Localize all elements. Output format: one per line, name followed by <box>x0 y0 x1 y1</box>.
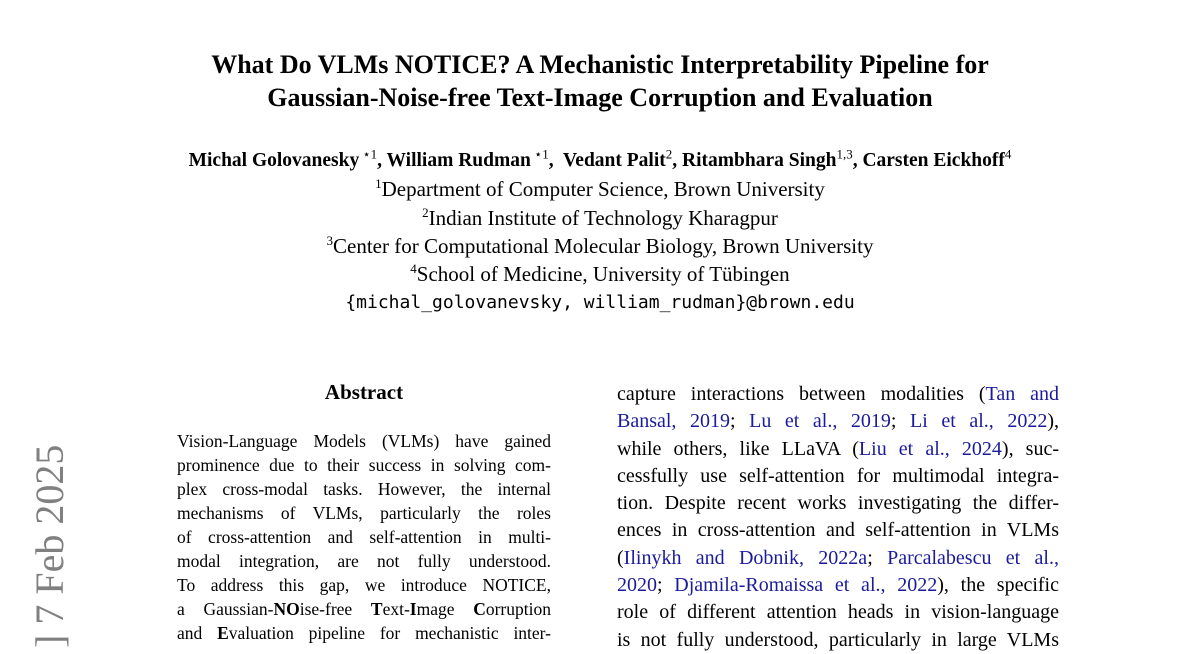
author-name: Vedant Palit <box>563 150 666 171</box>
citation-link[interactable]: Ilinykh and Dobnik, 2022a <box>623 546 868 569</box>
body-text: ; <box>730 410 750 433</box>
abstract-line: prominence due to their success in solving com- <box>177 455 551 475</box>
abstract-text: ise-free <box>299 599 371 619</box>
body-line <box>617 545 1059 572</box>
body-text: ; <box>867 546 888 569</box>
abstract-line: modal integration, are not fully understood. <box>177 551 551 571</box>
author-name: Michal Golovanesky <box>188 150 360 171</box>
body-line <box>617 517 1059 544</box>
acronym-letter: C <box>473 599 486 619</box>
author-separator: , <box>852 150 863 171</box>
body-line <box>617 381 1059 408</box>
author-name: Carsten Eickhoff <box>862 150 1005 171</box>
abstract-line: mechanisms of VLMs, particularly the roles <box>177 503 551 523</box>
body-text: is not fully understood, particularly in large VLMs <box>617 628 1059 651</box>
acronym-letter: NO <box>273 599 300 619</box>
body-line <box>617 436 1059 463</box>
author-affiliation-marker: ⋆1 <box>530 146 549 162</box>
acronym-letter: T <box>370 599 383 619</box>
paper-title <box>0 48 1200 114</box>
author-name: William Rudman <box>386 150 531 171</box>
author-list <box>0 148 1200 174</box>
citation-link[interactable]: Tan and <box>985 383 1060 405</box>
abstract-text: and <box>177 623 218 643</box>
author-affiliation-marker: 1,3 <box>836 146 853 162</box>
body-line <box>617 572 1059 599</box>
body-text: capture interactions between modalities ( <box>617 383 986 405</box>
acronym-letter: E <box>217 623 229 643</box>
body-text: ), suc- <box>1001 437 1059 460</box>
affiliation-1: $^1$Department of Computer Science, Brown University <box>375 176 825 201</box>
title-line-1: What Do VLMs NOTICE? A Mechanistic Interpretability Pipeline for <box>211 50 989 79</box>
author-separator: , <box>548 150 564 171</box>
affiliation-4: $^4$School of Medicine, University of Tübingen <box>410 261 790 286</box>
body-text: tion. Despite recent works investigating the differ- <box>617 492 1059 515</box>
arxiv-stamp: ] 7 Feb 2025 <box>27 444 72 648</box>
citation-link[interactable]: 2020 <box>617 574 657 597</box>
citation-link[interactable]: Bansal, 2019 <box>617 410 730 433</box>
body-text: ; <box>890 410 911 433</box>
citation-link[interactable]: Parcalabescu et al., <box>887 546 1059 569</box>
author-email: {michal_golovanevsky, william_rudman}@brown.edu <box>345 292 855 313</box>
body-text: ; <box>657 574 675 597</box>
abstract-line <box>177 621 551 645</box>
citation-link[interactable]: Li et al., 2022 <box>910 410 1048 433</box>
abstract-line <box>177 597 551 621</box>
body-line <box>617 599 1059 626</box>
body-line <box>617 408 1059 435</box>
author-separator: , <box>672 150 683 171</box>
citation-link[interactable]: Liu et al., 2024 <box>858 437 1002 460</box>
author-affiliation-marker: 4 <box>1004 146 1012 162</box>
abstract-text: orruption <box>485 599 551 619</box>
abstract-body <box>177 429 551 645</box>
right-column-text <box>617 381 1059 654</box>
citation-link[interactable]: Djamila-Romaissa et al., 2022 <box>674 574 938 597</box>
body-line <box>617 490 1059 517</box>
author-separator: , <box>377 150 387 171</box>
abstract-heading: Abstract <box>324 380 404 404</box>
abstract-line: plex cross-modal tasks. However, the internal <box>177 479 551 499</box>
body-line <box>617 463 1059 490</box>
affiliation-3: $^3$Center for Computational Molecular Biology, Brown University <box>326 233 874 258</box>
title-line-2: Gaussian-Noise-free Text-Image Corruption and Evaluation <box>267 83 933 112</box>
body-text: ), the specific <box>937 574 1059 597</box>
acronym-letter: I <box>409 599 417 619</box>
citation-link[interactable]: Lu et al., 2019 <box>749 410 891 433</box>
abstract-text: valuation pipeline for mechanistic inter- <box>228 623 551 643</box>
author-name: Ritambhara Singh <box>682 150 837 171</box>
author-affiliation-marker: ⋆1 <box>359 146 378 162</box>
body-line <box>617 627 1059 654</box>
body-text: role of different attention heads in vision-language <box>617 601 1059 624</box>
body-text: ), <box>1047 410 1060 433</box>
abstract-line: Vision-Language Models (VLMs) have gained <box>177 431 551 451</box>
body-text: cessfully use self-attention for multimodal integra- <box>617 464 1059 487</box>
abstract-text: ext- <box>382 599 410 619</box>
body-text: while others, like LLaVA ( <box>617 437 859 460</box>
abstract-text: mage <box>416 599 474 619</box>
affiliation-2: $^2$Indian Institute of Technology Kharagpur <box>422 205 778 230</box>
body-text: ences in cross-attention and self-attention in VLMs <box>617 519 1059 542</box>
abstract-line: of cross-attention and self-attention in multi- <box>177 527 551 547</box>
author-affiliation-marker: 2 <box>665 146 673 162</box>
abstract-text: a Gaussian- <box>177 599 274 619</box>
body-text: ( <box>617 546 624 569</box>
abstract-line: To address this gap, we introduce NOTICE, <box>177 575 551 595</box>
